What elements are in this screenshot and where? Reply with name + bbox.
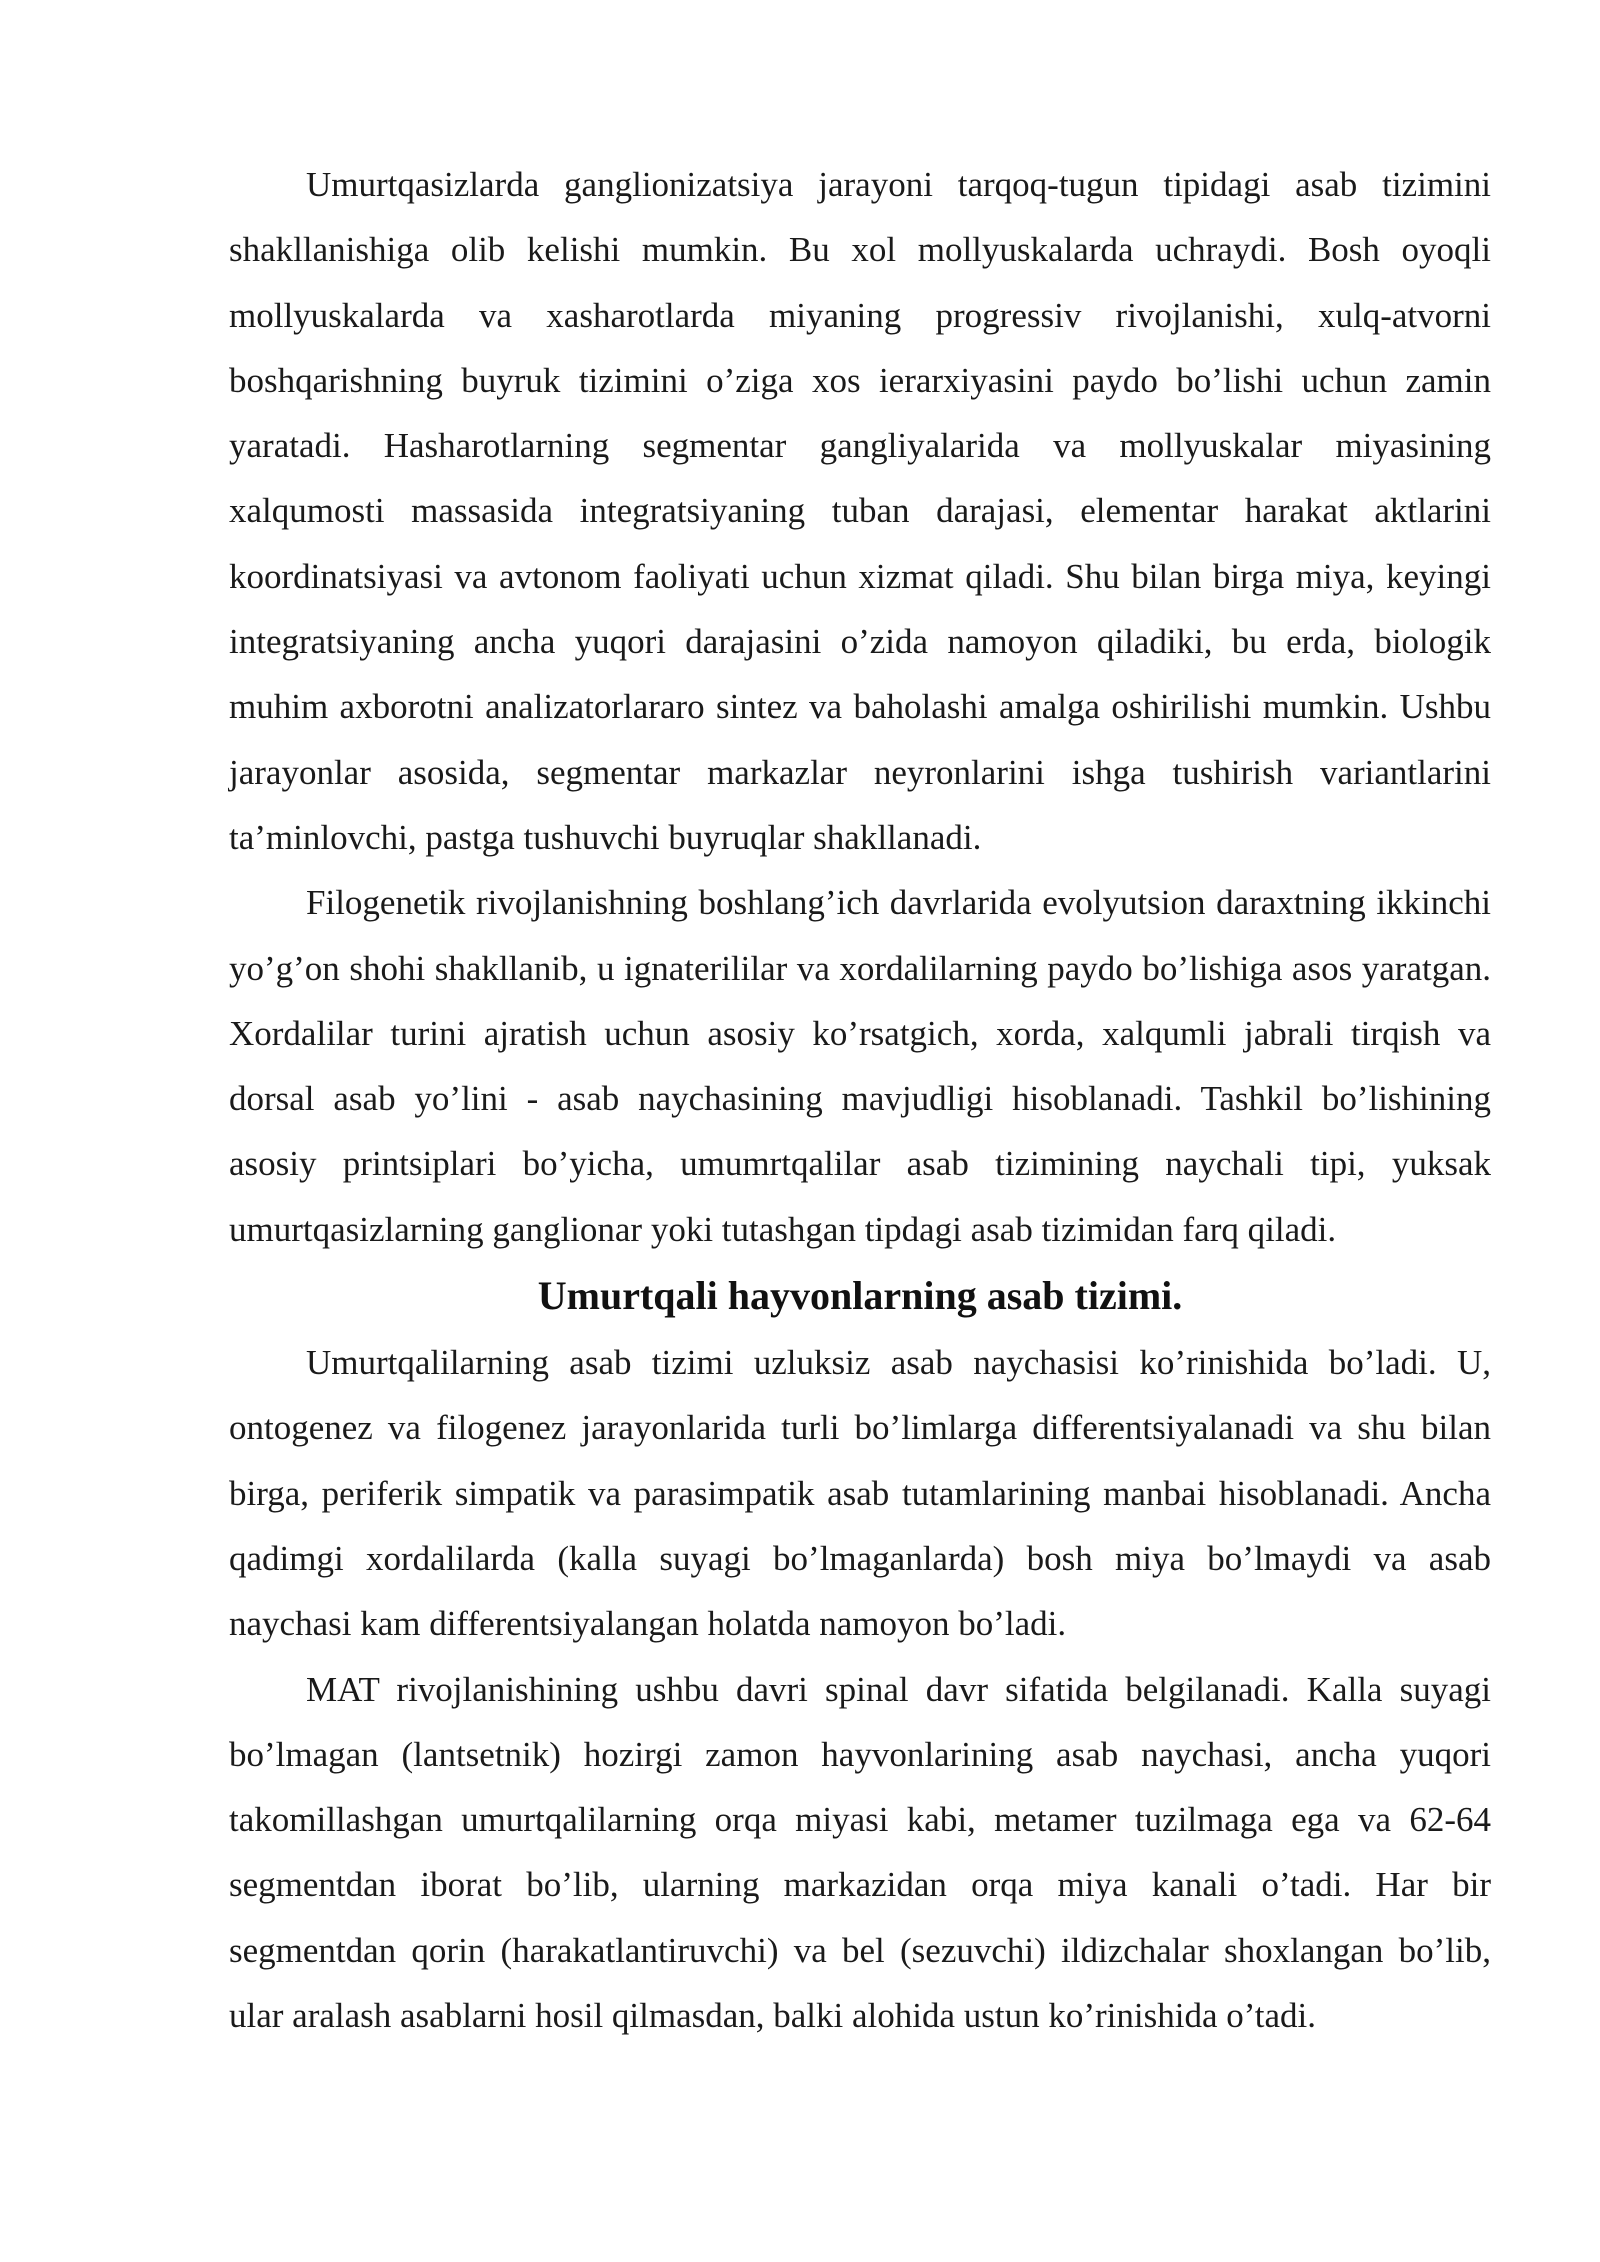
paragraph-ganglionization: Umurtqasizlarda ganglionizatsiya jarayoni tarqoq-tugun tipidagi asab tizimini shakllanishiga olib kelishi mumkin. Bu xol mollyuskalarda uchraydi. Bosh oyoqli mollyuskalarda va xasharotlarda miyaning progressiv rivojlanishi, xulq-atvorni boshqarishning buyruk tizimini o’ziga xos ierarxiyasini paydo bo’lishi uchun zamin yaratadi. Hasharotlarning segmentar gangliyalarida va mollyuskalar miyasining xalqumosti massasida integratsiyaning tuban darajasi, elementar harakat aktlarini koordinatsiyasi va avtonom faoliyati uchun xizmat qiladi. Shu bilan birga miya, keyingi integratsiyaning ancha yuqori darajasini o’zida namoyon qiladiki, bu erda, biologik muhim axborotni analizatorlararo sintez va baholashi amalga oshirilishi mumkin. Ushbu jarayonlar asosida, segmentar markazlar neyronlarini ishga tushirish variantlarini ta’minlovchi, pastga tushuvchi buyruqlar shakllanadi. bbox=[229, 165, 1491, 857]
section-heading: Umurtqali hayvonlarning asab tizimi. bbox=[537, 1273, 1183, 1319]
document-page bbox=[229, 152, 1491, 2048]
paragraph-phylogenetic-development: Filogenetik rivojlanishning boshlang’ich davrlarida evolyutsion daraxtning ikkinchi yo’g’on shohi shakllanib, u ignaterililar va xordalilarning paydo bo’lishiga asos yaratgan. Xordalilar turini ajratish uchun asosiy ko’rsatgich, xorda, xalqumli jabrali tirqish va dorsal asab yo’lini - asab naychasining mavjudligi hisoblanadi. Tashkil bo’lishining asosiy printsiplari bo’yicha, umumrtqalilar asab tizimining naychali tipi, yuksak umurtqasizlarning ganglionar yoki tutashgan tipdagi asab tizimidan farq qiladi. bbox=[229, 883, 1491, 1249]
paragraph-vertebrate-nervous-system: Umurtqalilarning asab tizimi uzluksiz asab naychasisi ko’rinishida bo’ladi. U, ontogenez va filogenez jarayonlarida turli bo’limlarga differentsiyalanadi va shu bilan birga, periferik simpatik va parasimpatik asab tutamlarining manbai hisoblanadi. Ancha qadimgi xordalilarda (kalla suyagi bo’lmaganlarda) bosh miya bo’lmaydi va asab naychasi kam differentsiyalangan holatda namoyon bo’ladi. bbox=[229, 1343, 1491, 1644]
paragraph-spinal-period: MAT rivojlanishining ushbu davri spinal davr sifatida belgilanadi. Kalla suyagi bo’lmagan (lantsetnik) hozirgi zamon hayvonlarining asab naychasi, ancha yuqori takomillashgan umurtqalilarning orqa miyasi kabi, metamer tuzilmaga ega va 62-64 segmentdan iborat bo’lib, ularning markazidan orqa miya kanali o’tadi. Har bir segmentdan qorin (harakatlantiruvchi) va bel (sezuvchi) ildizchalar shoxlangan bo’lib, ular aralash asablarni hosil qilmasdan, balki alohida ustun ko’rinishida o’tadi. bbox=[229, 1669, 1491, 2036]
